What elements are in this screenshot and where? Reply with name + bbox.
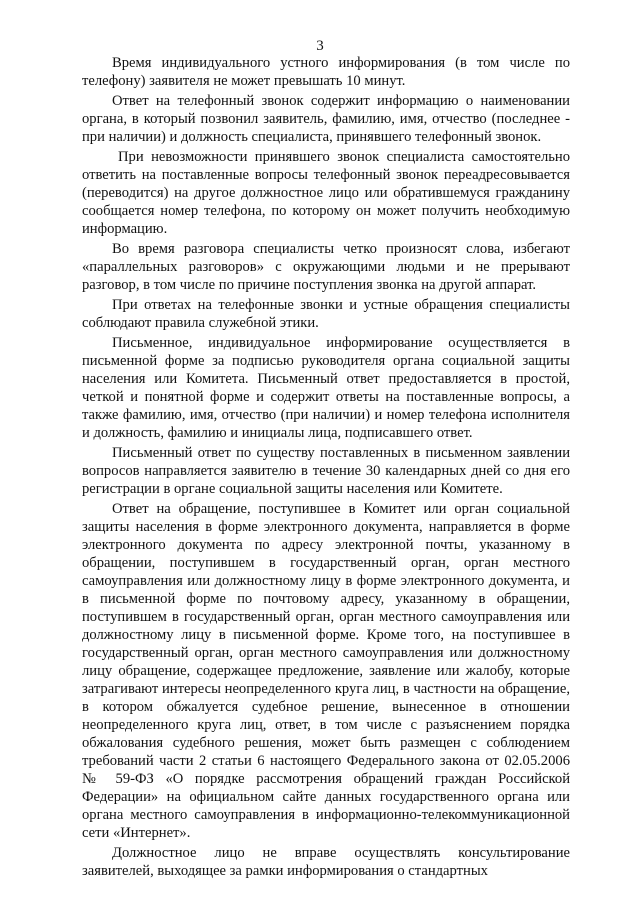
paragraph-service-ethics: При ответах на телефонные звонки и устные обращения специалисты соблюдают правила служебной этики. [82,297,570,331]
page-number: 3 [316,38,324,54]
paragraph-written-info: Письменное, индивидуальное информирование осуществляется в письменной форме за подписью руководителя органа социальной защиты населения или Комитета. Письменный ответ предоставляется в простой, четкой и понятной форме и содержит ответы на поставленные вопросы, а также фамилию, имя, отчество (при наличии) и номер телефона исполнителя и должность, фамилию и инициалы лица, подписавшего ответ. [82,335,570,441]
paragraph-phone-answer-content: Ответ на телефонный звонок содержит информацию о наименовании органа, в который позвонил заявитель, фамилию, имя, отчество (последнее - при наличии) и должность специалиста, принявшего телефонный звонок. [82,93,570,145]
document-body [82,54,570,880]
paragraph-consulting-limits: Должностное лицо не вправе осуществлять консультирование заявителей, выходящее за рамки информирования о стандартных [82,845,570,879]
paragraph-call-redirect: При невозможности принявшего звонок специалиста самостоятельно ответить на поставленные вопросы телефонный звонок переадресовывается (переводится) на другое должностное лицо или обратившемуся гражданину сообщается номер телефона, по которому он может получить необходимую информацию. [82,149,570,237]
paragraph-conversation-rules: Во время разговора специалисты четко произносят слова, избегают «параллельных разговоров» с окружающими людьми и не прерывают разговор, в том числе по причине поступления звонка на другой аппарат. [82,241,570,293]
paragraph-written-answer-deadline: Письменный ответ по существу поставленных в письменном заявлении вопросов направляется заявителю в течение 30 календарных дней со дня его регистрации в органе социальной защиты населения или Комитете. [82,445,570,497]
paragraph-electronic-answer: Ответ на обращение, поступившее в Комитет или орган социальной защиты населения в форме электронного документа, направляется в форме электронного документа по адресу электронной почты, указанному в обращении, поступившем в государственный орган, орган местного самоуправления или должностному лицу в форме электронного документа, и в письменной форме по почтовому адресу, указанному в обращении, поступившем в государственный орган, орган местного самоуправления или должностному лицу в письменной форме. Кроме того, на поступившее в государственный орган, орган местного самоуправления или должностному лицу обращение, содержащее предложение, заявление или жалобу, которые затрагивают интересы неопределенного круга лиц, в частности на обращение, в котором обжалуется судебное решение, вынесенное в отношении неопределенного круга лиц, ответ, в том числе с разъяснением порядка обжалования судебного решения, может быть размещен с соблюдением требований части 2 статьи 6 настоящего Федерального закона от 02.05.2006 № 59-ФЗ «О порядке рассмотрения обращений граждан Российской Федерации» на официальном сайте данных государственного органа или органа местного самоуправления в информационно-телекоммуникационной сети «Интернет». [82,501,570,841]
paragraph-oral-info-time: Время индивидуального устного информирования (в том числе по телефону) заявителя не может превышать 10 минут. [82,55,570,89]
